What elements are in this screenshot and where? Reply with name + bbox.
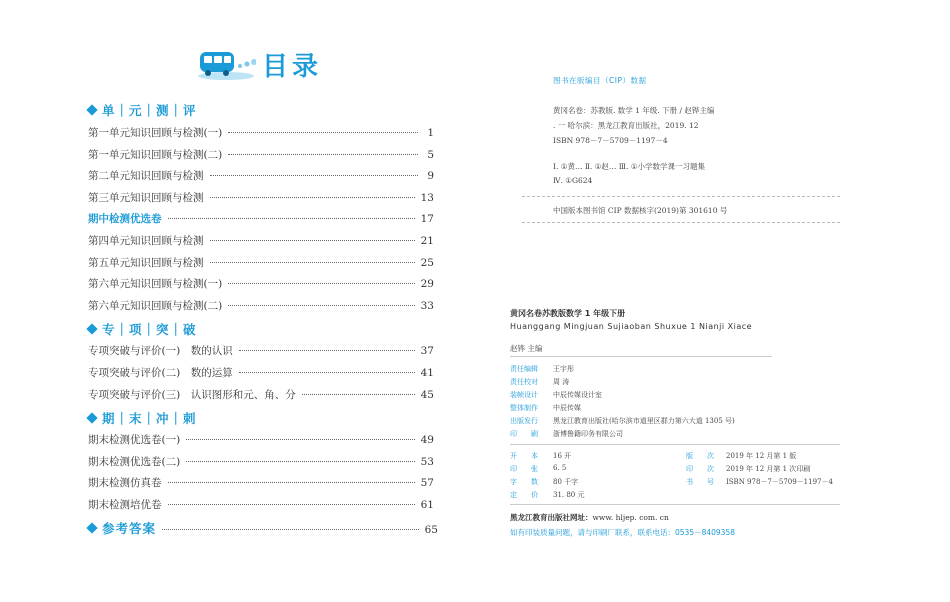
divider (510, 504, 840, 505)
credit-value: 中辰传媒设计室 (553, 391, 602, 399)
credit-value: 中辰传媒 (553, 404, 581, 412)
spec-label: 定 价 (510, 491, 538, 499)
bus-icon (196, 46, 256, 82)
toc-row[interactable]: 第五单元知识回顾与检测 25 (88, 257, 434, 269)
section-header: 单｜元｜测｜评 (88, 101, 438, 119)
spec-value: 31. 80 元 (553, 491, 585, 499)
credit-label: 整体制作 (510, 404, 538, 412)
toc-row[interactable]: 期末检测优选卷(二) 53 (88, 456, 434, 468)
cip-heading: 图书在版编目（CIP）数据 (553, 76, 647, 85)
diamond-icon (86, 412, 97, 423)
spec-label: 开 本 (510, 452, 538, 460)
toc-row-midterm[interactable]: 期中检测优选卷 17 (88, 213, 434, 225)
book-title: 黄冈名卷苏教版数学 1 年级下册 (510, 309, 626, 318)
spec-value: 2019 年 12 月第 1 版 (726, 452, 797, 460)
divider (522, 222, 840, 223)
credit-label: 装帧设计 (510, 391, 538, 399)
toc-row[interactable]: 第二单元知识回顾与检测 9 (88, 170, 434, 182)
spec-label: 书 号 (686, 478, 714, 486)
spec-value: 80 千字 (553, 478, 579, 486)
spec-label: 印 次 (686, 465, 714, 473)
diamond-icon (86, 323, 97, 334)
cip-line: . 一 哈尔滨：黑龙江教育出版社，2019. 12 (553, 121, 699, 130)
toc-row[interactable]: 期末检测培优卷 61 (88, 499, 434, 511)
toc-row[interactable]: 期末检测仿真卷 57 (88, 477, 434, 489)
spec-value: 2019 年 12 月第 1 次印刷 (726, 465, 811, 473)
publisher-website: 黑龙江教育出版社网址：www. hljep. com. cn (510, 513, 669, 522)
divider (510, 356, 772, 357)
toc-row-answers[interactable]: 参考答案 65 (88, 519, 438, 537)
divider (510, 444, 840, 445)
cip-number: 中国版本图书馆 CIP 数据核字(2019)第 301610 号 (553, 206, 728, 215)
toc-row[interactable]: 专项突破与评价(一) 数的认识 37 (88, 345, 434, 357)
credit-label: 责任校对 (510, 378, 538, 386)
credit-label: 责任编辑 (510, 365, 538, 373)
toc-header (196, 44, 336, 84)
cip-line: 黄冈名卷：苏教版. 数学 1 年级. 下册 / 赵铧主编 (553, 106, 715, 115)
cip-line: Ⅳ. ①G624 (553, 176, 593, 185)
diamond-icon (86, 522, 97, 533)
page-title: 目录 (262, 52, 323, 82)
toc-row[interactable]: 第一单元知识回顾与检测(一) 1 (88, 127, 434, 139)
credit-value: 浙博鲁籍印务有限公司 (553, 430, 623, 438)
quality-contact-note: 如有印装质量问题，请与印刷厂联系，联系电话：0535－8409358 (510, 528, 735, 537)
spec-label: 版 次 (686, 452, 714, 460)
cip-line: Ⅰ. ①黄… Ⅱ. ①赵… Ⅲ. ①小学数学课一习题集 (553, 162, 706, 171)
section-header: 期｜末｜冲｜刺 (88, 409, 438, 427)
diamond-icon (86, 104, 97, 115)
editor: 赵铧 主编 (510, 344, 543, 353)
publisher-website-link[interactable]: www. hljep. com. cn (592, 513, 669, 522)
spec-label: 字 数 (510, 478, 538, 486)
toc-row[interactable]: 第三单元知识回顾与检测 13 (88, 192, 434, 204)
toc-row[interactable]: 第一单元知识回顾与检测(二) 5 (88, 149, 434, 161)
credit-value: 王宇彤 (553, 365, 574, 373)
book-pinyin: Huanggang Mingjuan Sujiaoban Shuxue 1 Nianji Xiace (510, 322, 753, 331)
toc-row[interactable]: 第四单元知识回顾与检测 21 (88, 235, 434, 247)
cip-line: ISBN 978－7－5709－1197－4 (553, 136, 668, 145)
credit-value: 周 涛 (553, 378, 570, 386)
toc-row[interactable]: 专项突破与评价(三) 认识图形和元、角、分 45 (88, 389, 434, 401)
spec-value: 16 开 (553, 452, 572, 460)
credit-label: 出版发行 (510, 417, 538, 425)
spec-value: ISBN 978－7－5709－1197－4 (726, 478, 833, 486)
spec-value: 6. 5 (553, 464, 567, 472)
spec-label: 印 张 (510, 465, 538, 473)
toc-row[interactable]: 期末检测优选卷(一) 49 (88, 434, 434, 446)
toc-row[interactable]: 第六单元知识回顾与检测(二) 33 (88, 300, 434, 312)
credit-label: 印 刷 (510, 430, 538, 438)
toc-row[interactable]: 第六单元知识回顾与检测(一) 29 (88, 278, 434, 290)
section-header: 专｜项｜突｜破 (88, 320, 438, 338)
toc-row[interactable]: 专项突破与评价(二) 数的运算 41 (88, 367, 434, 379)
credit-value: 黑龙江教育出版社(哈尔滨市道里区群力第六大道 1305 号) (553, 417, 735, 425)
divider (522, 196, 840, 197)
